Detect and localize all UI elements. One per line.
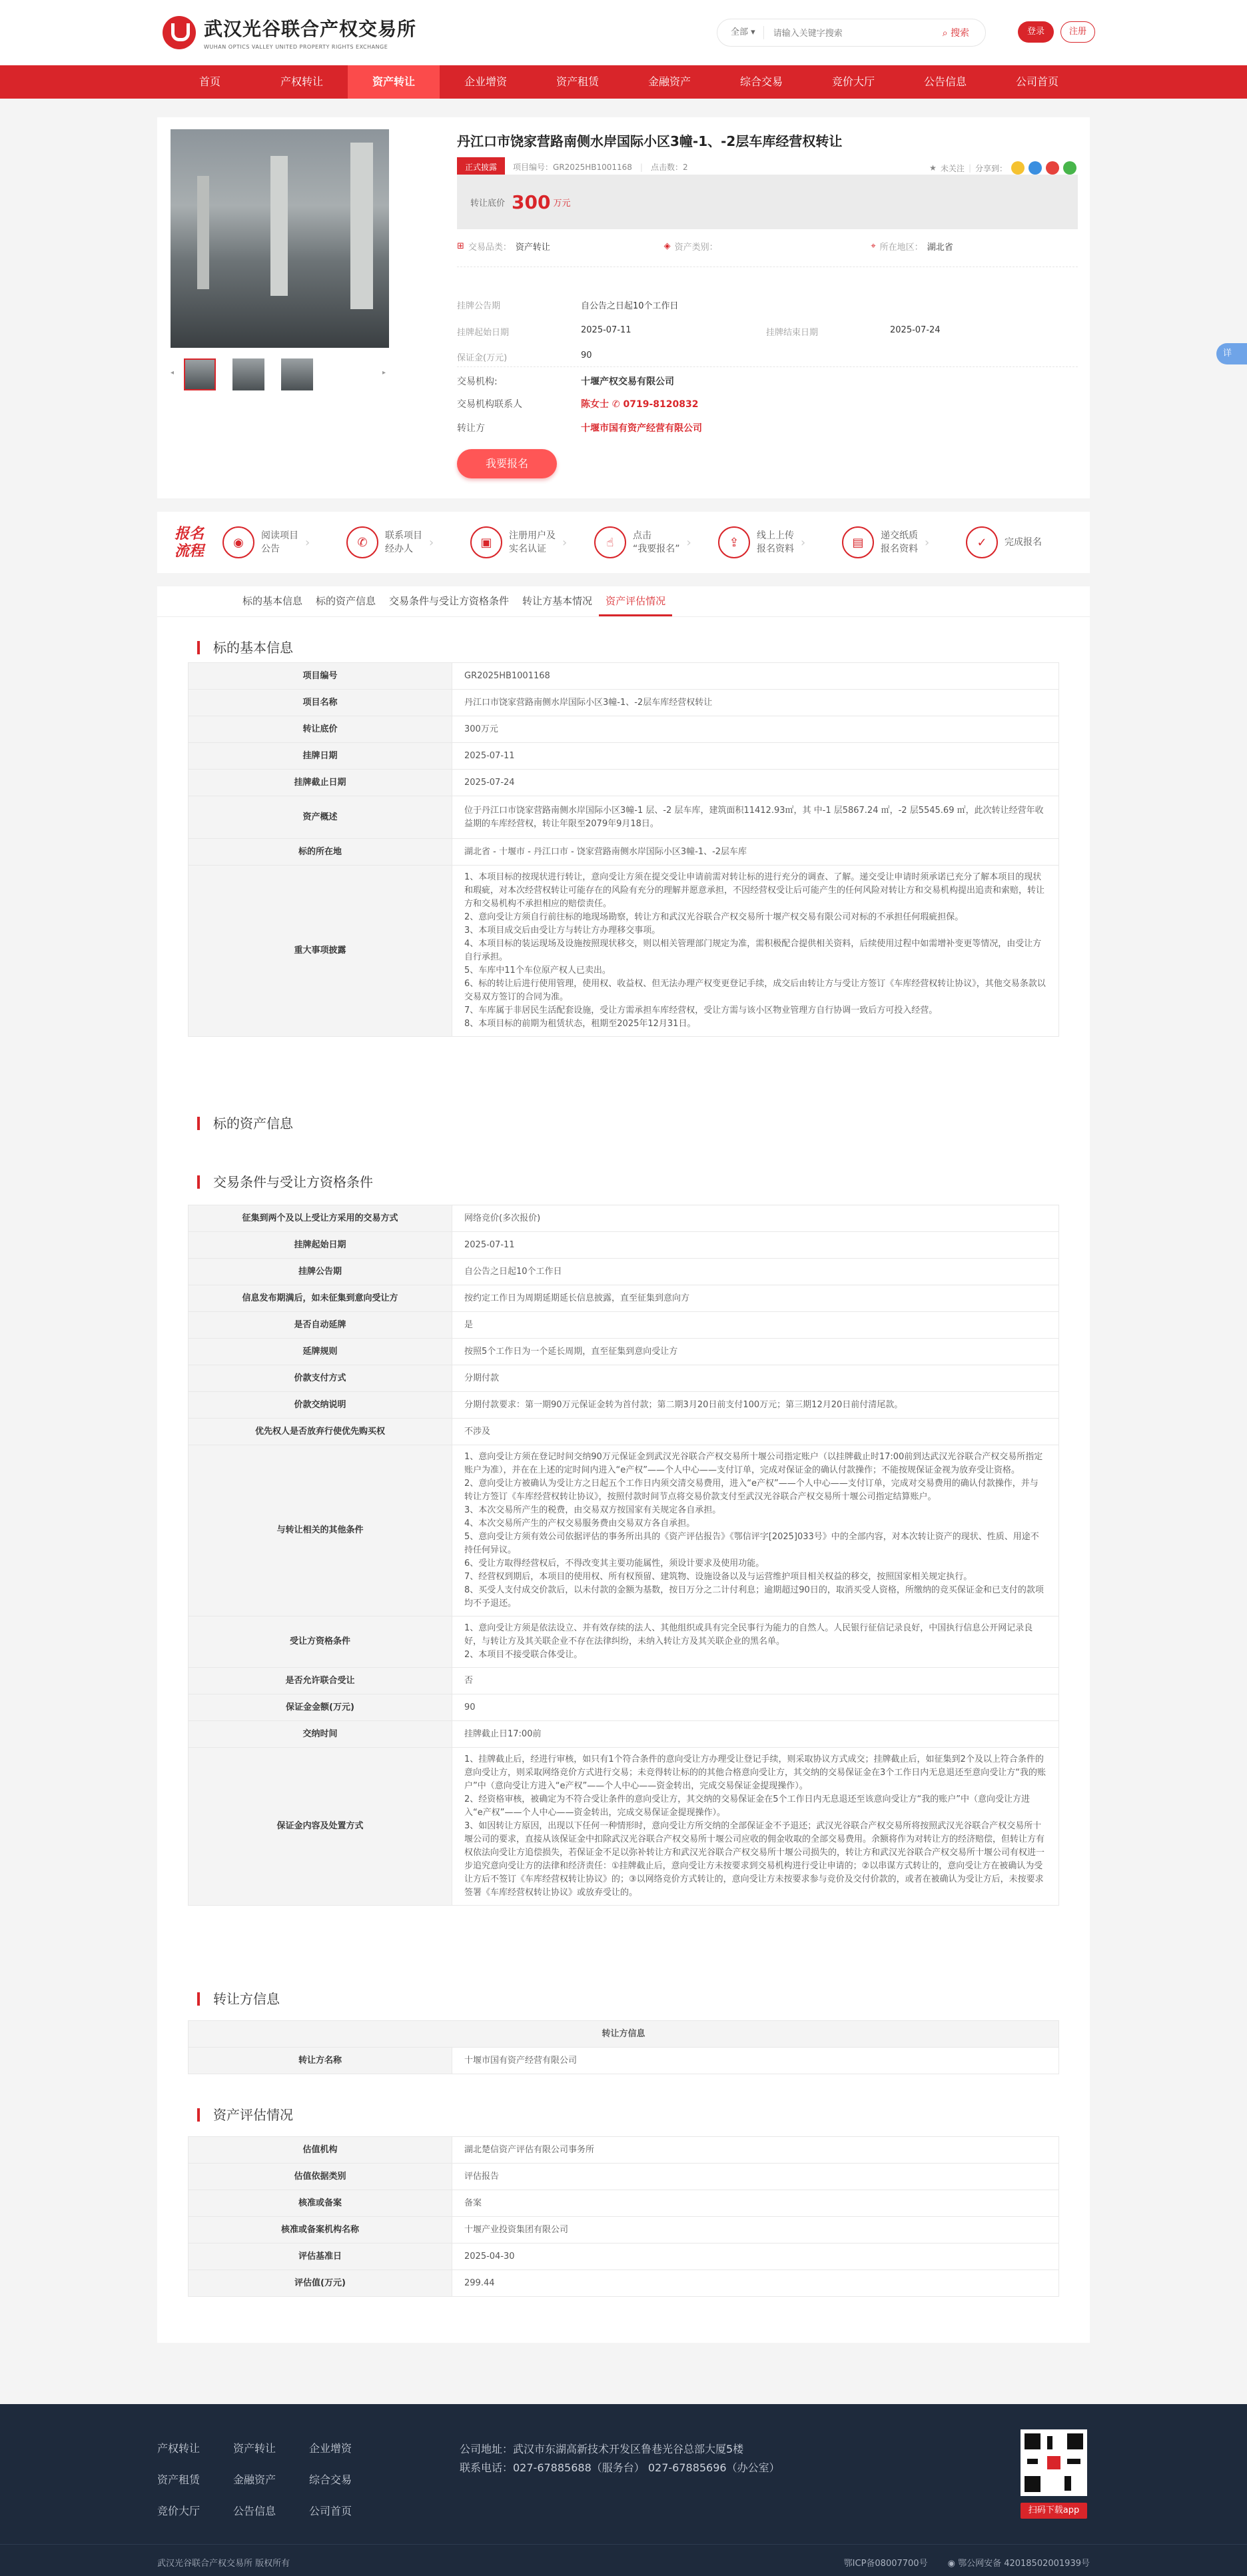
nav-item[interactable]: 首页 — [199, 75, 220, 88]
row-value: 2025-07-11 — [452, 1232, 1059, 1259]
process-step-label — [1005, 536, 1042, 549]
process-step — [346, 526, 470, 558]
row-value: 分期付款 — [452, 1365, 1059, 1392]
footer-links — [157, 2440, 385, 2518]
row-label: 是否允许联合受让 — [189, 1668, 452, 1694]
row-value: 按照5个工作日为一个延长周期，直至征集到意向受让方 — [452, 1339, 1059, 1365]
contact — [457, 397, 699, 410]
search-scope-label: 全部 — [731, 27, 749, 37]
row-value: 十堰产业投资集团有限公司 — [452, 2217, 1059, 2244]
row-label: 重大事项披露 — [189, 866, 452, 1037]
process-step — [718, 526, 842, 558]
police-record-text: 鄂公网安备 42018502001939号 — [958, 2559, 1090, 2569]
section-title-eval: 资产评估情况 — [197, 2108, 293, 2122]
start-date — [457, 325, 631, 338]
table-row — [189, 2164, 1059, 2190]
process-step — [222, 526, 346, 558]
notice-period-label: 挂牌公告期 — [457, 301, 501, 311]
footer-link[interactable]: 公告信息 — [233, 2505, 276, 2517]
contact-name: 陈女士 — [581, 399, 609, 410]
site-logo[interactable] — [163, 15, 416, 50]
row-value: 自公告之日起10个工作日 — [452, 1259, 1059, 1285]
row-value: 是 — [452, 1312, 1059, 1339]
search-button[interactable] — [943, 26, 985, 39]
thumbnail[interactable] — [232, 358, 264, 390]
table-row — [189, 1748, 1059, 1906]
row-label: 标的所在地 — [189, 839, 452, 866]
process-step-line2: 经办人 — [385, 544, 413, 554]
row-value: 丹江口市饶家营路南侧水岸国际小区3幢-1、-2层车库经营权转让 — [452, 690, 1059, 716]
nav-item[interactable]: 金融资产 — [647, 75, 691, 88]
chevron-right-icon: › — [429, 535, 434, 550]
deposit-label: 保证金(万元) — [457, 353, 508, 363]
project-code-label: 项目编号： — [513, 163, 554, 172]
row-label: 挂牌起始日期 — [189, 1232, 452, 1259]
detail-content — [157, 617, 1090, 2343]
process-step-label — [509, 529, 556, 556]
wechat-icon[interactable] — [1063, 161, 1076, 175]
search-input[interactable] — [764, 20, 943, 45]
thumb-prev-icon[interactable]: ◂ — [171, 369, 175, 376]
table-row — [189, 743, 1059, 770]
process-step-label — [757, 529, 794, 556]
process-step — [842, 526, 966, 558]
process-step-icon: ▤ — [842, 526, 874, 558]
location-label: 所在地区： — [879, 243, 923, 253]
footer-link[interactable]: 竞价大厅 — [157, 2505, 201, 2517]
table-row — [189, 1668, 1059, 1694]
conditions-table — [188, 1205, 1059, 1906]
process-step-icon: ◉ — [222, 526, 254, 558]
police-record[interactable] — [948, 2556, 1090, 2569]
section-title-seller: 转让方信息 — [197, 1992, 280, 2006]
row-label: 项目名称 — [189, 690, 452, 716]
trade-category-value: 资产转让 — [515, 243, 550, 253]
process-step-line2: 实名认证 — [509, 544, 546, 554]
row-label: 与转让相关的其他条件 — [189, 1445, 452, 1616]
row-value: 90 — [452, 1694, 1059, 1721]
footer-address: 公司地址：武汉市东湖高新技术开发区鲁巷光谷总部大厦5楼 — [460, 2443, 744, 2455]
footer-link[interactable]: 金融资产 — [233, 2473, 276, 2486]
tab-item[interactable]: 交易条件与受让方资格条件 — [389, 595, 510, 607]
deposit-value: 90 — [581, 350, 592, 360]
agency — [457, 374, 674, 388]
icp-link[interactable]: 鄂ICP备08007700号 — [843, 2559, 928, 2569]
row-label: 保证金金额(万元) — [189, 1694, 452, 1721]
table-row — [189, 1232, 1059, 1259]
logo-subtitle: WUHAN OPTICS VALLEY UNITED PROPERTY RIGHTS EXCHANGE — [204, 44, 388, 50]
phone-icon: ✆ — [612, 399, 620, 410]
thumbnail[interactable] — [184, 358, 216, 390]
view-count — [651, 161, 688, 173]
tab-item[interactable]: 标的基本信息 — [242, 595, 303, 607]
row-label: 受让方资格条件 — [189, 1616, 452, 1668]
agency-label: 交易机构: — [457, 376, 498, 387]
status-badge: 正式披露 — [457, 157, 505, 177]
row-label: 资产概述 — [189, 796, 452, 839]
trade-category-label: 交易品类： — [468, 243, 512, 253]
project-infos — [457, 240, 1078, 253]
process-step — [594, 526, 718, 558]
table-row — [189, 1419, 1059, 1445]
seller-table — [188, 2020, 1059, 2074]
row-label: 挂牌公告期 — [189, 1259, 452, 1285]
row-value: 2025-07-24 — [452, 770, 1059, 796]
process-step-line1: 线上上传 — [757, 530, 794, 541]
row-label: 核准或备案 — [189, 2190, 452, 2217]
follow-button[interactable]: 未关注 — [940, 163, 965, 173]
row-value: 否 — [452, 1668, 1059, 1694]
table-row — [189, 770, 1059, 796]
row-label: 估值机构 — [189, 2137, 452, 2164]
row-label: 保证金内容及处置方式 — [189, 1748, 452, 1906]
table-row — [189, 1285, 1059, 1312]
process-step-line1: 联系项目 — [385, 530, 422, 541]
process-step-icon: ✆ — [346, 526, 378, 558]
location-value: 湖北省 — [927, 243, 953, 253]
table-row — [189, 2270, 1059, 2297]
end-date-label: 挂牌结束日期 — [766, 328, 819, 338]
process-step — [966, 526, 1090, 558]
table-row — [189, 1616, 1059, 1668]
end-date-value: 2025-07-24 — [890, 325, 941, 335]
project-title: 丹江口市饶家营路南侧水岸国际小区3幢-1、-2层车库经营权转让 — [457, 133, 843, 149]
row-value: 网络竞价(多次报价) — [452, 1205, 1059, 1232]
search-scope-select[interactable]: 全部 ▾ — [717, 26, 764, 39]
follow-share: ★ 未关注 | 分享到： — [929, 161, 1076, 175]
table-row — [189, 2048, 1059, 2074]
site-footer — [0, 2404, 1247, 2576]
row-value: 位于丹江口市饶家营路南侧水岸国际小区3幢-1 层、-2 层车库，建筑面积11412.93㎡，其 中-1 层5867.24 ㎡，-2 层5545.69 ㎡，此次转让经营年收益期的车库经营权，转让年限至2079年9月18日。 — [452, 796, 1059, 839]
notice-period — [457, 299, 679, 311]
table-row — [189, 1445, 1059, 1616]
thumbnail[interactable] — [281, 358, 313, 390]
row-label: 延牌规则 — [189, 1339, 452, 1365]
row-label: 征集到两个及以上受让方采用的交易方式 — [189, 1205, 452, 1232]
footer-icp — [844, 2556, 1090, 2569]
table-row — [189, 2190, 1059, 2217]
nav-list — [164, 65, 1083, 99]
row-label: 估值依据类别 — [189, 2164, 452, 2190]
deposit — [457, 350, 592, 363]
share-label: 分享到： — [975, 163, 1007, 173]
table-row — [189, 2244, 1059, 2270]
apply-button[interactable]: 我要报名 — [457, 449, 557, 478]
row-label: 价款支付方式 — [189, 1365, 452, 1392]
detail-tabs — [157, 586, 1090, 617]
table-row — [189, 796, 1059, 839]
table-row — [189, 1392, 1059, 1419]
price-box — [457, 175, 1078, 229]
table-row — [189, 1312, 1059, 1339]
seller-value: 十堰市国有资产经营有限公司 — [581, 423, 702, 434]
chevron-right-icon: › — [305, 535, 310, 550]
register-button[interactable]: 注册 — [1060, 21, 1095, 43]
nav-item[interactable]: 资产租赁 — [556, 75, 599, 88]
asset-category-label: 资产类别： — [674, 243, 718, 253]
process-step-icon: ▣ — [470, 526, 502, 558]
row-value: 300万元 — [452, 716, 1059, 743]
nav-item[interactable]: 综合交易 — [739, 75, 783, 88]
weibo-icon[interactable] — [1046, 161, 1059, 175]
chevron-right-icon: › — [686, 535, 691, 550]
row-value: 1、挂牌截止后，经进行审核，如只有1个符合条件的意向受让方办理受让登记手续，则采取协议方式成交；挂牌截止后，如征集到2个及以上符合条件的意向受让方，则采取网络竞价方式进行交易；未竞得转让标的的其他合格意向受让方，其交纳的交易保证金在3个工作日内无息退还至意向受让方“我的账户”中（意向受让方进入“e产权”——个人中心——资金转出，完成交易保证金提现操作）。 2、经资格审核，被确定为不符合受让条件的意向受让方，其交纳的交易保证金在5个工作日内无息退还至该意向受让方“我的账户”中（意向受让方进入“e产权”——个人中心——资金转出，完成交易保证金提现操作）。 3、如因转让方原因，出现以下任何一种情形时，意向受让方所交纳的全部保证金不予退还；武汉光谷联合产权交易所将按照武汉光谷联合产权交易所十堰公司的要求，直接从该保证金中扣除武汉光谷联合产权交易所十堰公司应收的佣金收取的全部交易费用。余额将作为对转让方的经济赔偿，但转让方有权依法向受让方追偿损失，若保证金不足以弥补转让方和武汉光谷联合产权交易所十堰公司损失的，转让方和武汉光谷联合产权交易所十堰公司有权进一步追究意向受让方的法律和经济责任：①挂牌截止后，意向受让方未按要求到交易机构进行受让申请的；②以串谋方式转让的，意向受让方在被确认为受让方后不签订《车库经营权转让协议》的；③以网络竞价方式转让的，意向受让方未按要求参与竞价及交付价款的，或者在被确认为受让方后，未按要求签署《车库经营权转让协议》或放弃受让的。 — [452, 1748, 1059, 1906]
nav-item[interactable]: 公告信息 — [923, 75, 967, 88]
row-label: 转让底价 — [189, 716, 452, 743]
row-value: 备案 — [452, 2190, 1059, 2217]
project-main-image[interactable] — [171, 129, 389, 348]
nav-item[interactable]: 公司首页 — [1015, 75, 1058, 88]
row-label: 项目编号 — [189, 663, 452, 690]
nav-item[interactable]: 企业增资 — [464, 75, 507, 88]
row-label: 挂牌截止日期 — [189, 770, 452, 796]
process-step-line1: 点击 — [633, 530, 651, 541]
seller-label: 转让方 — [457, 423, 485, 434]
app-download-button[interactable]: 扫码下载app — [1021, 2503, 1087, 2519]
footer-contact — [460, 2440, 780, 2477]
location — [871, 240, 1078, 253]
table-row — [189, 690, 1059, 716]
project-meta: 正式披露 项目编号：GR2025HB1001168 | 点击数：2 — [457, 157, 688, 177]
image-thumbnails — [171, 357, 389, 392]
row-label: 价款交纳说明 — [189, 1392, 452, 1419]
agency-value: 十堰产权交易有限公司 — [581, 376, 674, 387]
contact-label: 交易机构联系人 — [457, 399, 522, 410]
seller-table-header: 转让方信息 — [189, 2021, 1059, 2048]
price-value: 300 — [512, 191, 551, 213]
row-value: 湖北省 - 十堰市 - 丹江口市 - 饶家营路南侧水岸国际小区3幢-1、-2层车库 — [452, 839, 1059, 866]
table-row — [189, 1205, 1059, 1232]
trade-category — [457, 240, 664, 253]
footer-link[interactable]: 资产租赁 — [157, 2473, 201, 2486]
project-code-value: GR2025HB1001168 — [553, 163, 632, 172]
process-step-line1: 递交纸质 — [881, 530, 918, 541]
footer-link[interactable]: 公司首页 — [309, 2505, 352, 2517]
process-step-line2: 报名资料 — [881, 544, 918, 554]
process-step-line1: 完成报名 — [1005, 537, 1042, 548]
tab-item[interactable]: 标的资产信息 — [316, 595, 376, 607]
tab-item[interactable]: 资产评估情况 — [599, 586, 672, 616]
asset-category — [664, 240, 871, 253]
table-row — [189, 1365, 1059, 1392]
table-row — [189, 1259, 1059, 1285]
row-value: 2025-04-30 — [452, 2244, 1059, 2270]
row-value: 1、意向受让方须在登记时间交纳90万元保证金到武汉光谷联合产权交易所十堰公司指定账户（以挂牌截止时17:00前到达武汉光谷联合产权交易所指定账户为准），并在在上述的定时间内进入“e产权”——个人中心——支付订单，完成对保证金的确认付款操作；不能按规保证金视为放弃受让资格。 2、意向受让方被确认为受让方之日起五个工作日内须交清交易费用，进入“e产权”——个人中心——支付订单，完成对交易费用的确认付款操作，并与转让方签订《车库经营权转让协议》，按照付款时间节点将交易价款支付至武汉光谷联合产权交易所十堰公司指定结算账户。 3、本次交易所产生的税费，由交易双方按国家有关规定各自承担。 4、本次交易所产生的产权交易服务费由交易双方各自承担。 5、意向受让方须有效公司依据评估的事务所出具的《资产评估报告》《鄂信评字[2025]033号》中的全部内容，对本次转让资产的现状、性质、用途不持任何异议。 6、受让方取得经营权后，不得改变其主要功能属性，须设计要求及使用功能。 7、经营权到期后，本项目的使用权、所有权预留、建筑物、设施设备以及与运营维护项目相关权益的移交，按照国家相关规定执行。 8、买受人支付成交价款后，以未付款的金额为基数，按日万分之二计付利息；逾期超过90日的，取消买受人资格，所缴纳的竞买保证金和已支付的款项均不予退还。 — [452, 1445, 1059, 1616]
contact-phone[interactable]: 0719-8120832 — [623, 399, 699, 410]
qq-icon[interactable] — [1029, 161, 1042, 175]
qzone-icon[interactable] — [1011, 161, 1025, 175]
row-label: 核准或备案机构名称 — [189, 2217, 452, 2244]
row-value: 评估报告 — [452, 2164, 1059, 2190]
price-unit: 万元 — [553, 198, 571, 209]
search-box — [717, 19, 986, 47]
search-icon: ⌕ — [942, 28, 948, 39]
chevron-right-icon: › — [562, 535, 568, 550]
start-date-value: 2025-07-11 — [581, 325, 631, 335]
process-step-line2: 公告 — [261, 544, 280, 554]
view-count-value: 2 — [682, 163, 688, 172]
seller — [457, 421, 702, 434]
footer-link[interactable]: 企业增资 — [309, 2442, 352, 2455]
table-row — [189, 1339, 1059, 1365]
table-row — [189, 839, 1059, 866]
process-step-label — [261, 529, 298, 556]
footer-link[interactable]: 产权转让 — [157, 2442, 201, 2455]
row-label: 交纳时间 — [189, 1721, 452, 1748]
view-count-label: 点击数： — [650, 163, 683, 172]
section-title-basic: 标的基本信息 — [197, 641, 293, 654]
row-value: GR2025HB1001168 — [452, 663, 1059, 690]
process-step-line2: “我要报名” — [633, 544, 680, 554]
chevron-right-icon: › — [801, 535, 806, 550]
process-steps — [222, 526, 1090, 558]
process-title-text: 报名流程 — [175, 525, 205, 560]
process-step — [470, 526, 594, 558]
row-value: 1、本项目标的按现状进行转让，意向受让方须在提交受让申请前需对转让标的进行充分的调查、了解。递交受让申请时须承诺已充分了解本项目的现状和瑕疵，对本次经营权转让可能存在的风险有充分的理解并愿意承担，不因经营权受让后可能产生的任何风险对转让方和交易机构提出追责和索赔，转让方和交易机构不承担相应的赔偿责任。 2、意向受让方须自行前往标的地现场勘察，转让方和武汉光谷联合产权交易所十堰产权交易有限公司对标的不承担任何瑕疵担保。 3、本项目成交后由受让方与转让方办理移交事项。 4、本项目标的装运现场及设施按照现状移交，则以相关管理部门规定为准，需积极配合提供相关资料，后续使用过程中如需增补变更等情况，由受让方自行承担。 5、车库中11个车位原产权人已卖出。 6、标的转让后进行使用管理，使用权、收益权、但无法办理产权变更登记手续，成交后由转让方与受让方签订《车库经营权转让协议》，其他交易条款以交易双方签订的合同为准。 7、车库属于非居民生活配套设施，受让方需承担车库经营权，受让方需与该小区物业管理方自行协调一致后方可投入经营。 8、本项目标的前期为租赁状态，租期至2025年12月31日。 — [452, 866, 1059, 1037]
section-title-asset: 标的资产信息 — [197, 1117, 293, 1130]
side-float-button[interactable]: 详 — [1216, 343, 1247, 364]
row-label: 评估值(万元) — [189, 2270, 452, 2297]
evaluation-table — [188, 2136, 1059, 2297]
row-label: 转让方名称 — [189, 2048, 452, 2074]
logo-title: 武汉光谷联合产权交易所 — [204, 18, 417, 40]
table-row — [189, 2217, 1059, 2244]
process-step-line1: 阅读项目 — [261, 530, 298, 541]
row-label: 是否自动延牌 — [189, 1312, 452, 1339]
search-button-label: 搜索 — [951, 28, 969, 39]
row-value: 湖北楚信资产评估有限公司事务所 — [452, 2137, 1059, 2164]
section-title-conditions: 交易条件与受让方资格条件 — [197, 1175, 373, 1189]
process-step-label — [385, 529, 422, 556]
police-badge-icon: ◉ — [947, 2559, 955, 2569]
layers-icon: ◈ — [663, 241, 671, 251]
footer-phone: 联系电话：027-67885688（服务台） 027-67885696（办公室） — [460, 2461, 780, 2474]
row-value: 分期付款要求：第一期90万元保证金转为首付款；第二期3月20日前支付100万元；第三期12月20日前付清尾款。 — [452, 1392, 1059, 1419]
tab-item[interactable]: 转让方基本情况 — [522, 595, 593, 607]
site-header — [0, 0, 1247, 65]
contact-value — [581, 397, 698, 410]
row-label: 挂牌日期 — [189, 743, 452, 770]
signup-process — [157, 512, 1090, 573]
star-icon[interactable]: ★ — [929, 163, 937, 173]
table-row — [189, 716, 1059, 743]
category-icon: ⊞ — [457, 241, 464, 251]
row-value: 按约定工作日为周期延期延长信息披露，直至征集到意向方 — [452, 1285, 1059, 1312]
nav-item[interactable]: 资产转让 — [348, 65, 440, 99]
row-value: 十堰市国有资产经营有限公司 — [452, 2048, 1059, 2074]
row-label: 评估基准日 — [189, 2244, 452, 2270]
start-date-label: 挂牌起始日期 — [457, 328, 510, 338]
table-row — [189, 1721, 1059, 1748]
login-button[interactable]: 登录 — [1018, 21, 1054, 43]
row-value: 2025-07-11 — [452, 743, 1059, 770]
footer-link[interactable]: 综合交易 — [309, 2473, 352, 2486]
end-date — [766, 325, 941, 338]
price-label: 转让底价 — [470, 198, 506, 209]
project-detail-card — [157, 117, 1090, 498]
thumb-next-icon[interactable]: ▸ — [382, 369, 386, 376]
table-row — [189, 866, 1059, 1037]
basic-info-table — [188, 662, 1059, 1037]
row-label: 信息发布期满后，如未征集到意向受让方 — [189, 1285, 452, 1312]
process-title — [157, 525, 222, 560]
table-row — [189, 1694, 1059, 1721]
process-step-label — [881, 529, 918, 556]
row-value: 挂牌截止日17:00前 — [452, 1721, 1059, 1748]
process-step-label — [633, 529, 680, 556]
table-row — [189, 663, 1059, 690]
process-step-line1: 注册用户及 — [509, 530, 556, 541]
row-value: 不涉及 — [452, 1419, 1059, 1445]
notice-period-value: 自公告之日起10个工作日 — [581, 301, 679, 311]
app-qr-code — [1021, 2429, 1087, 2496]
chevron-right-icon: › — [925, 535, 930, 550]
row-value: 1、意向受让方须是依法设立、并有效存续的法人、其他组织或具有完全民事行为能力的自然人。人民银行征信记录良好，中国执行信息公开网记录良好，与转让方及其关联企业不存在法律纠纷，未纳入转让方及其关联企业的黑名单。 2、本项目不接受联合体受让。 — [452, 1616, 1059, 1668]
process-step-icon: ✓ — [966, 526, 998, 558]
nav-item[interactable]: 产权转让 — [280, 75, 323, 88]
location-pin-icon: ⌖ — [871, 241, 876, 251]
copyright: 武汉光谷联合产权交易所 版权所有 — [157, 2559, 290, 2569]
main-nav — [0, 65, 1247, 99]
row-label: 优先权人是否放弃行使优先购买权 — [189, 1419, 452, 1445]
process-step-icon: ☝ — [594, 526, 626, 558]
table-row — [189, 2137, 1059, 2164]
row-value: 299.44 — [452, 2270, 1059, 2297]
nav-item[interactable]: 竞价大厅 — [831, 75, 875, 88]
process-step-icon: ⇪ — [718, 526, 750, 558]
footer-link[interactable]: 资产转让 — [233, 2442, 276, 2455]
project-code — [513, 161, 632, 173]
process-step-line2: 报名资料 — [757, 544, 794, 554]
logo-mark-icon — [163, 16, 196, 49]
